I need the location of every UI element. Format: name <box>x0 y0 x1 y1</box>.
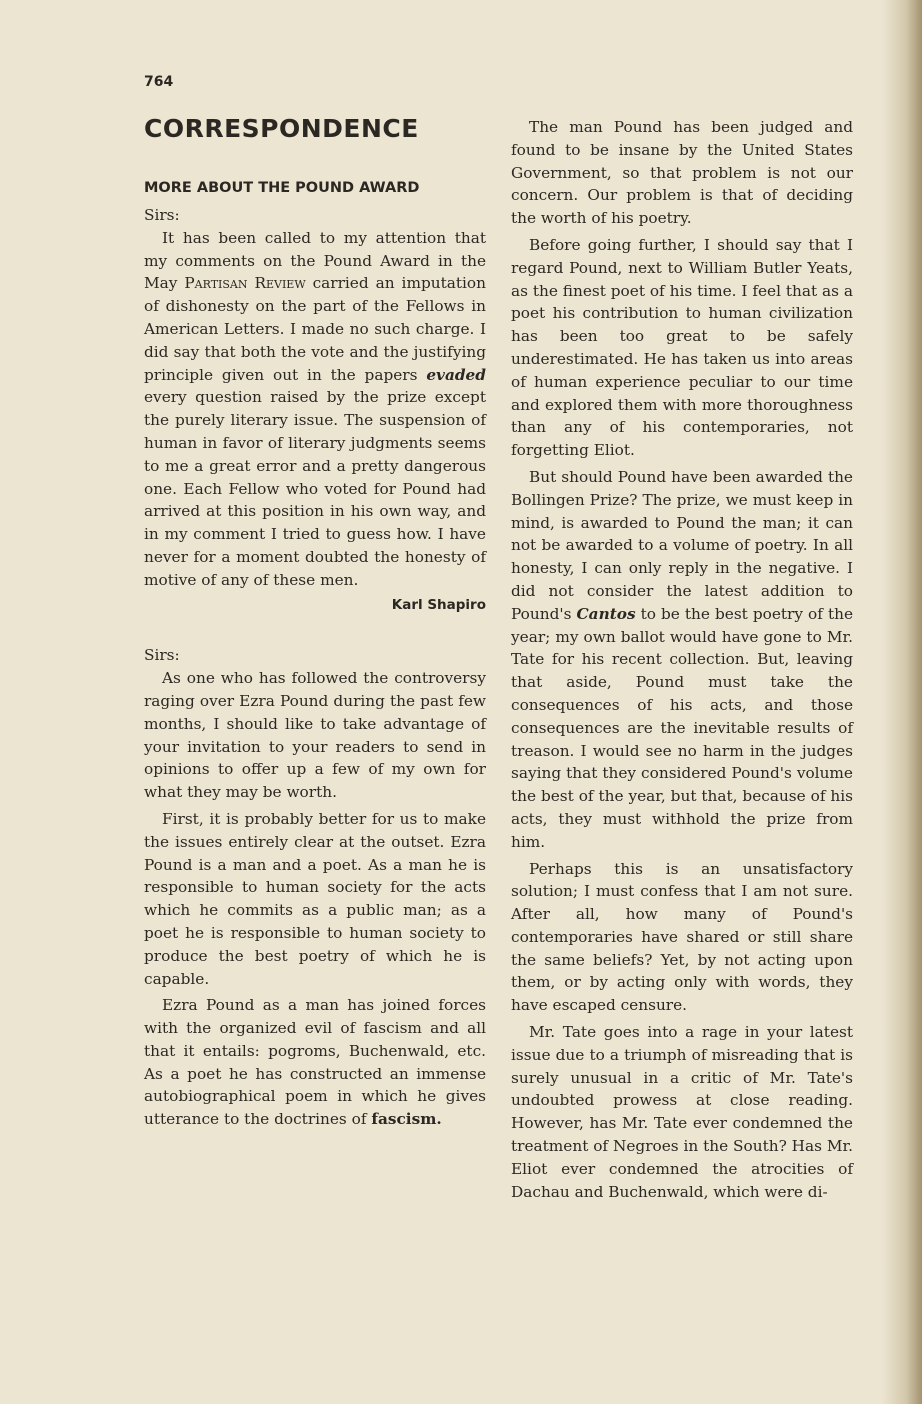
letter2-paragraph-7: Perhaps this is an unsatisfactory solution; I must confess that I am not sure. After all, how many of Pound's contemporaries have shared or still share the same beliefs? Yet, by not acting upon them, or by acting only with words, they have escaped censure. <box>511 859 853 1015</box>
letter2-paragraph-5: Before going further, I should say that I regard Pound, next to William Butler Yeats, as the finest poet of his time. I feel that as a poet his contribution to human civilization has been too great to be safely underestimated. He has taken us into areas of human experience peculiar to our time and explored them with more thoroughness than any of his contemporaries, not forgetting Eliot. <box>511 235 853 460</box>
article-subheading: MORE ABOUT THE POUND AWARD <box>144 180 420 196</box>
letter2-paragraph-1: As one who has followed the controversy raging over Ezra Pound during the past few months, I should like to take advantage of your invitation to your readers to send in opinions to offer up a few of my own for what they may be worth. <box>144 669 486 802</box>
letter2-paragraph-3: Ezra Pound as a man has joined forces with the organized evil of fascism and all that it entails: pogroms, Buchenwald, etc. As a poet he has constructed an immense autobiographical poem in which he gives utterance to the doctrines of fascism. <box>144 996 486 1129</box>
letter2-paragraph-2: First, it is probably better for us to make the issues entirely clear at the outset. Ezra Pound is a man and a poet. As a man he is responsible to human society for the acts which he commits as a public man; as a poet he is responsible to human society to produce the best poetry of which he is capable. <box>144 809 486 988</box>
left-column <box>144 204 486 1131</box>
letter2-paragraph-8: Mr. Tate goes into a rage in your latest issue due to a triumph of misreading that is surely unusual in a critic of Mr. Tate's undoubted prowess at close reading. However, has Mr. Tate ever condemned the treatment of Negroes in the South? Has Mr. Eliot ever condemned the atrocities of Dachau and Buchenwald, which were di- <box>511 1023 853 1201</box>
emphasis-cantos: Cantos <box>576 604 636 623</box>
letter2-paragraph-4: The man Pound has been judged and found to be insane by the United States Government, so that problem is not our concern. Our problem is that of deciding the worth of his poetry. <box>511 118 853 228</box>
letter2-salutation: Sirs: <box>144 646 180 665</box>
emphasis-evaded: evaded <box>426 365 486 384</box>
letter1-salutation: Sirs: <box>144 206 180 224</box>
letter1-paragraph: It has been called to my attention that my comments on the Pound Award in the May Partisan Review carried an imputation of dishonesty on the part of the Fellows in American Letters. I made no such charge. I did say that both the vote and the justifying principle given out in the papers evaded every question raised by the prize except the purely literary issue. The suspension of human in favor of literary judgments seems to me a great error and a pretty dangerous one. Each Fellow who voted for Pound had arrived at this position in his own way, and in my comment I tried to guess how. I have never for a moment doubted the honesty of motive of any of these men. <box>144 228 486 589</box>
page-edge-shadow <box>882 0 922 1404</box>
letter2-paragraph-6: But should Pound have been awarded the Bollingen Prize? The prize, we must keep in mind, is awarded to Pound the man; it can not be awarded to a volume of poetry. In all honesty, I can only reply in the negative. I did not consider the latest addition to Pound's Cantos to be the best poetry of the year; my own ballot would have gone to Mr. Tate for his recent collection. But, leaving that aside, Pound must take the consequences of his acts, and those consequences are the inevitable results of treason. I would see no harm in the judges saying that they considered Pound's volume the best of the year, but that, because of his acts, they must withhold the prize from him. <box>511 467 854 851</box>
journal-name: Partisan Review <box>184 274 306 293</box>
page-number: 764 <box>144 74 174 90</box>
section-heading: CORRESPONDENCE <box>144 114 419 143</box>
letter1-signature: Karl Shapiro <box>391 596 486 613</box>
right-column <box>511 116 853 1203</box>
